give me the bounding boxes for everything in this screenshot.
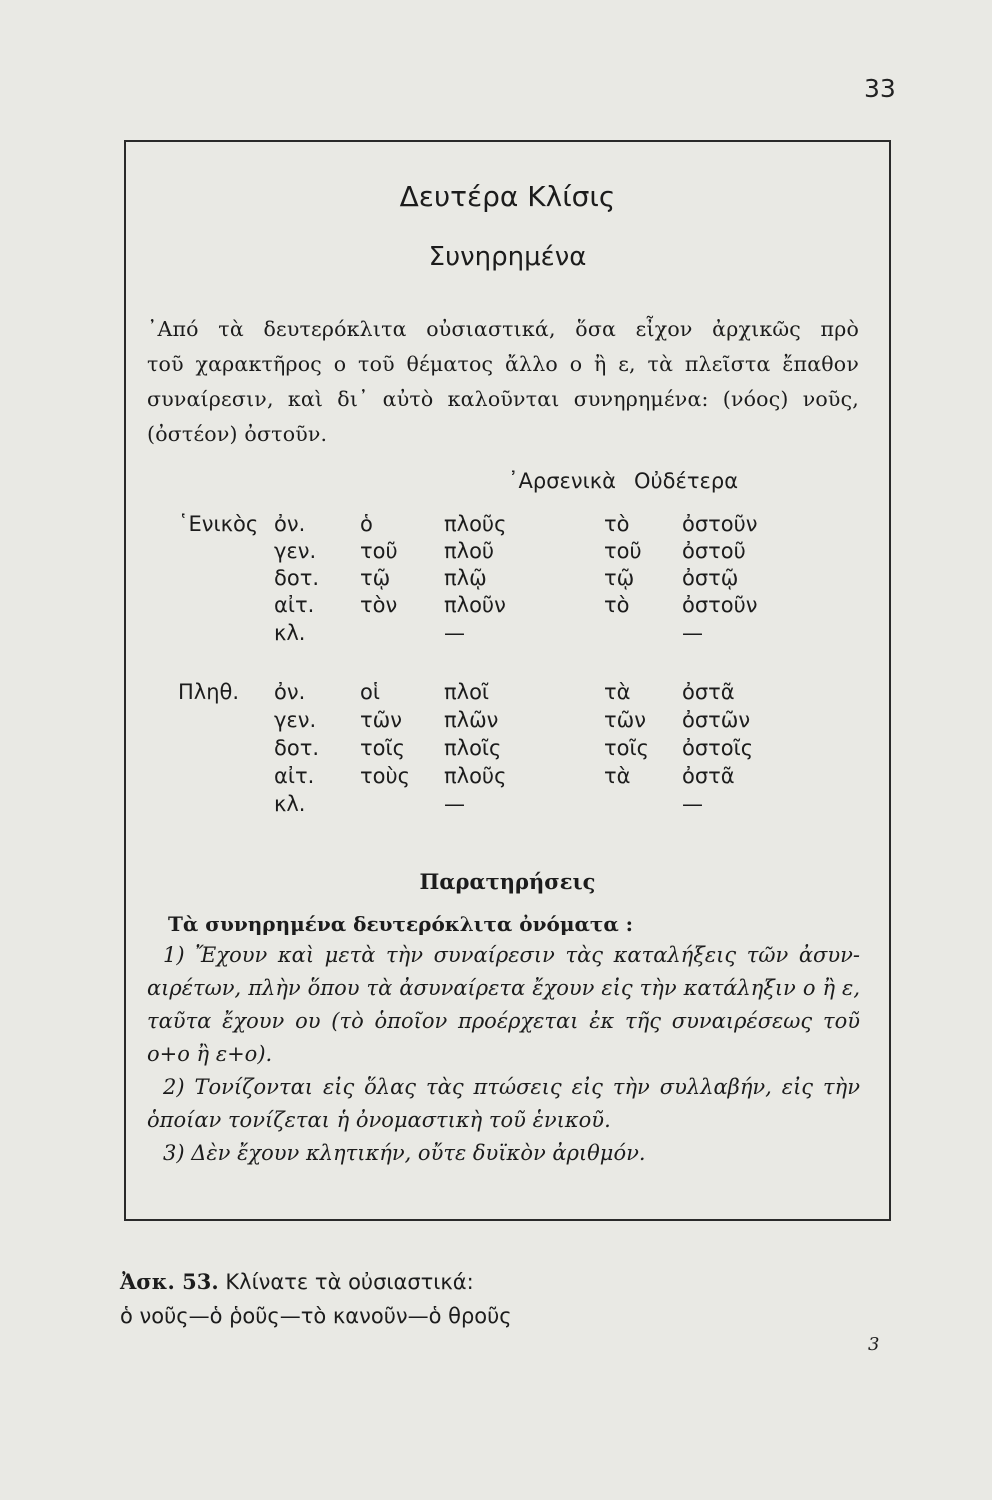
masc-form: πλοῦς: [444, 512, 507, 536]
masc-form: —: [444, 621, 465, 645]
masc-form: πλῷ: [444, 566, 487, 590]
note-line: 2) Τονίζονται εἰς ὅλας τὰς πτώσεις εἰς τὴν συλλαβήν, εἰς τὴν: [163, 1075, 860, 1099]
intro-line: τοῦ χαρακτῆρος ο τοῦ θέματος ἄλλο ο ἢ ε, τὰ πλεῖστα ἔπαθον: [147, 352, 859, 376]
notes-title: Παρατηρήσεις: [419, 869, 596, 894]
intro-line: ᾽Από τὰ δευτερόκλιτα οὐσιαστικά, ὅσα εἶχον ἀρχικῶς πρὸ: [147, 317, 859, 341]
neut-form: ὀστῷ: [682, 566, 739, 590]
neut-form: —: [682, 621, 703, 645]
exercise: [120, 1265, 512, 1333]
masc-article: τοῦ: [360, 539, 398, 563]
note-line: ὁποίαν τονίζεται ἡ ὀνομαστικὴ τοῦ ἑνικοῦ.: [147, 1108, 611, 1132]
masc-article: οἱ: [360, 680, 380, 704]
masc-article: τὸν: [360, 593, 398, 617]
page-number: 33: [864, 74, 896, 103]
exercise-instruction-row: [120, 1265, 512, 1299]
neut-article: τὰ: [604, 680, 631, 704]
case-label: γεν.: [274, 708, 317, 732]
neut-article: τὸ: [604, 512, 630, 536]
masc-article: τῶν: [360, 708, 402, 732]
neut-form: —: [682, 792, 703, 816]
section-subtitle: Συνηρημένα: [428, 242, 587, 272]
neut-article: τὰ: [604, 764, 631, 788]
case-label: δοτ.: [274, 736, 320, 760]
section-title: Δευτέρα Κλίσις: [399, 180, 616, 213]
case-label: γεν.: [274, 539, 317, 563]
neut-form: ὀστοῦν: [682, 512, 758, 536]
masc-form: —: [444, 792, 465, 816]
neut-form: ὀστῶν: [682, 708, 751, 732]
masc-form: πλοῦς: [444, 764, 507, 788]
masc-form: πλῶν: [444, 708, 499, 732]
masc-form: πλοῖ: [444, 680, 490, 704]
header-masculine: ᾽Αρσενικὰ: [508, 469, 616, 493]
note-line: αιρέτων, πλὴν ὅπου τὰ ἀσυναίρετα ἔχουν εἰς τὴν κατάληξιν ο ἢ ε,: [147, 976, 860, 1000]
neut-article: τῷ: [604, 566, 635, 590]
intro-line: συναίρεσιν, καὶ δι᾽ αὐτὸ καλοῦνται συνηρημένα: (νόος) νοῦς,: [147, 387, 859, 411]
content-frame: [124, 140, 891, 1221]
masc-form: πλοῖς: [444, 736, 502, 760]
note-line: ο+ο ἢ ε+ο).: [147, 1042, 273, 1066]
masc-article: τῷ: [360, 566, 391, 590]
masc-form: πλοῦ: [444, 539, 495, 563]
singular-label: ῾Ενικὸς: [178, 512, 259, 536]
neut-article: τοῖς: [604, 736, 649, 760]
plural-label: Πληθ.: [178, 680, 240, 704]
intro-line: (ὀστέον) ὀστοῦν.: [147, 422, 328, 446]
case-label: δοτ.: [274, 566, 320, 590]
masc-article: ὁ: [360, 512, 373, 536]
neut-article: τοῦ: [604, 539, 642, 563]
masc-form: πλοῦν: [444, 593, 506, 617]
signature-mark: 3: [868, 1334, 880, 1355]
note-line: 3) Δὲν ἔχουν κλητικήν, οὔτε δυϊκὸν ἀριθμόν.: [163, 1141, 646, 1165]
masc-article: τοῖς: [360, 736, 405, 760]
neut-form: ὀστᾶ: [682, 764, 735, 788]
exercise-label: Ἀσκ. 53.: [120, 1269, 219, 1294]
neut-article: τὸ: [604, 593, 630, 617]
exercise-instruction: Κλίνατε τὰ οὐσιαστικά:: [225, 1270, 474, 1294]
case-label: ὀν.: [274, 512, 306, 536]
header-neuter: Οὐδέτερα: [634, 469, 739, 493]
neut-form: ὀστοῦν: [682, 593, 758, 617]
case-label: κλ.: [274, 621, 306, 645]
case-label: ὀν.: [274, 680, 306, 704]
note-line: ταῦτα ἔχουν ου (τὸ ὁποῖον προέρχεται ἐκ τῆς συναιρέσεως τοῦ: [147, 1009, 860, 1033]
neut-form: ὀστοῖς: [682, 736, 754, 760]
case-label: αἰτ.: [274, 764, 315, 788]
notes-list: [147, 939, 860, 1170]
exercise-words: ὁ νοῦς—ὁ ῥοῦς—τὸ κανοῦν—ὁ θροῦς: [120, 1304, 512, 1328]
neut-form: ὀστοῦ: [682, 539, 746, 563]
note-line: 1) Ἔχουν καὶ μετὰ τὴν συναίρεσιν τὰς καταλήξεις τῶν ἀσυν-: [163, 943, 860, 967]
neut-article: τῶν: [604, 708, 646, 732]
neut-form: ὀστᾶ: [682, 680, 735, 704]
case-label: αἰτ.: [274, 593, 315, 617]
masc-article: τοὺς: [360, 764, 410, 788]
notes-subtitle: Τὰ συνηρημένα δευτερόκλιτα ὀνόματα :: [168, 912, 634, 936]
case-label: κλ.: [274, 792, 306, 816]
